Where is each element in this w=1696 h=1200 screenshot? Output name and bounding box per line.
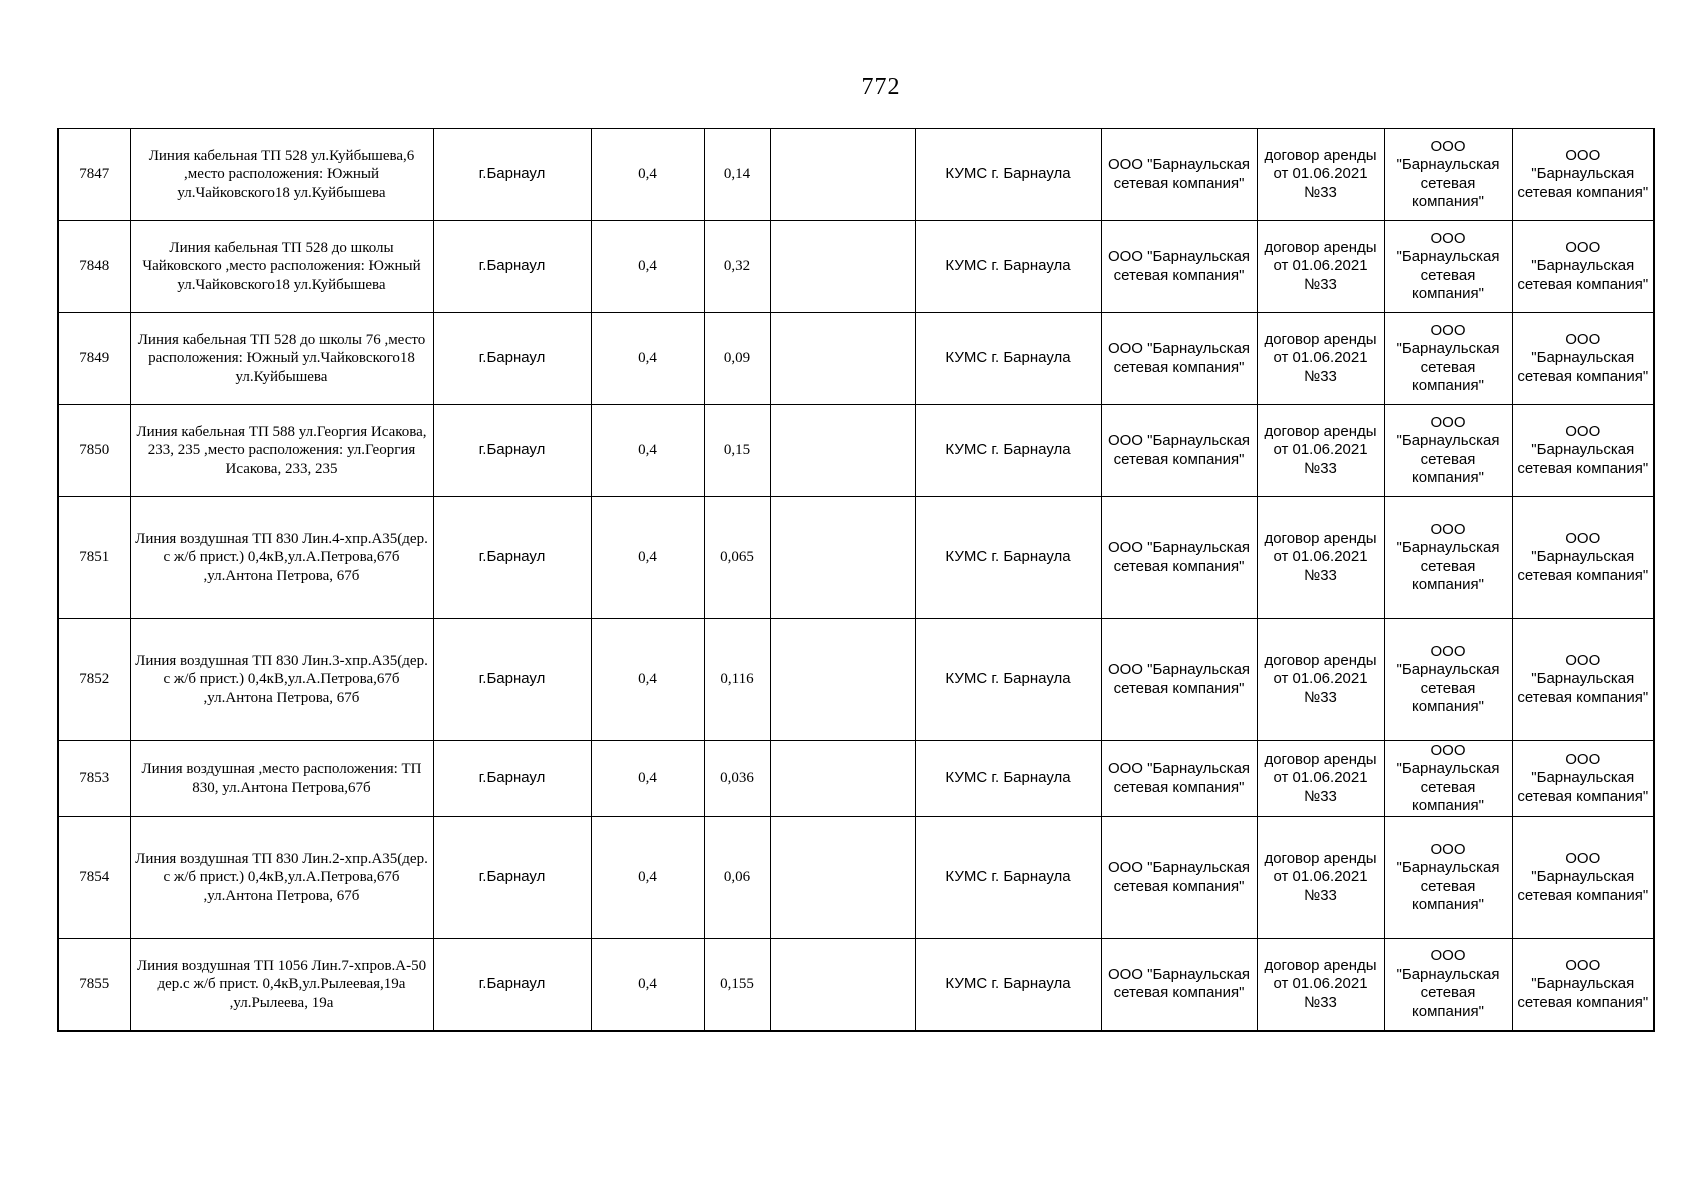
table-row: [58, 939, 1654, 1031]
empty-cell: [770, 313, 915, 405]
object-name: Линия кабельная ТП 588 ул.Георгия Исакова, 233, 235 ,место расположения: ул.Георгия Исакова, 233, 235: [130, 405, 433, 497]
holder-name: ООО "Барнаульская сетевая компания": [1101, 221, 1257, 313]
legal-basis: договор аренды от 01.06.2021 №33: [1257, 313, 1384, 405]
voltage-value: 0,4: [591, 619, 704, 741]
holder-name: ООО "Барнаульская сетевая компания": [1101, 619, 1257, 741]
legal-basis: договор аренды от 01.06.2021 №33: [1257, 129, 1384, 221]
table-row: [58, 817, 1654, 939]
record-number: 7851: [58, 497, 130, 619]
service-org-name: ООО "Барнаульская сетевая компания": [1512, 619, 1654, 741]
holder-name: ООО "Барнаульская сетевая компания": [1101, 497, 1257, 619]
location-city: г.Барнаул: [433, 741, 591, 817]
object-name: Линия кабельная ТП 528 до школы 76 ,место расположения: Южный ул.Чайковского18 ул.Куйбышева: [130, 313, 433, 405]
service-org-name: ООО "Барнаульская сетевая компания": [1512, 741, 1654, 817]
owner-name: КУМС г. Барнаула: [915, 313, 1101, 405]
object-name: Линия кабельная ТП 528 до школы Чайковского ,место расположения: Южный ул.Чайковского18 ул.Куйбышева: [130, 221, 433, 313]
record-number: 7855: [58, 939, 130, 1031]
legal-basis: договор аренды от 01.06.2021 №33: [1257, 405, 1384, 497]
legal-basis: договор аренды от 01.06.2021 №33: [1257, 817, 1384, 939]
operator-name: ООО "Барнаульская сетевая компания": [1384, 221, 1512, 313]
object-name: Линия воздушная ТП 830 Лин.2-хпр.А35(дер. с ж/б прист.) 0,4кВ,ул.А.Петрова,67б ,ул.Антона Петрова, 67б: [130, 817, 433, 939]
location-city: г.Барнаул: [433, 497, 591, 619]
operator-name: ООО "Барнаульская сетевая компания": [1384, 817, 1512, 939]
legal-basis: договор аренды от 01.06.2021 №33: [1257, 741, 1384, 817]
holder-name: ООО "Барнаульская сетевая компания": [1101, 129, 1257, 221]
empty-cell: [770, 221, 915, 313]
location-city: г.Барнаул: [433, 939, 591, 1031]
legal-basis: договор аренды от 01.06.2021 №33: [1257, 221, 1384, 313]
record-number: 7854: [58, 817, 130, 939]
owner-name: КУМС г. Барнаула: [915, 405, 1101, 497]
owner-name: КУМС г. Барнаула: [915, 129, 1101, 221]
record-number: 7852: [58, 619, 130, 741]
table-row: [58, 129, 1654, 221]
table-row: [58, 619, 1654, 741]
service-org-name: ООО "Барнаульская сетевая компания": [1512, 221, 1654, 313]
object-name: Линия воздушная ТП 830 Лин.3-хпр.А35(дер. с ж/б прист.) 0,4кВ,ул.А.Петрова,67б ,ул.Антона Петрова, 67б: [130, 619, 433, 741]
empty-cell: [770, 497, 915, 619]
service-org-name: ООО "Барнаульская сетевая компания": [1512, 313, 1654, 405]
record-number: 7853: [58, 741, 130, 817]
service-org-name: ООО "Барнаульская сетевая компания": [1512, 405, 1654, 497]
voltage-value: 0,4: [591, 129, 704, 221]
legal-basis: договор аренды от 01.06.2021 №33: [1257, 497, 1384, 619]
object-name: Линия воздушная ТП 1056 Лин.7-хпров.А-50 дер.с ж/б прист. 0,4кВ,ул.Рылеевая,19а ,ул.Рылеева, 19а: [130, 939, 433, 1031]
owner-name: КУМС г. Барнаула: [915, 741, 1101, 817]
voltage-value: 0,4: [591, 817, 704, 939]
operator-name: ООО "Барнаульская сетевая компания": [1384, 497, 1512, 619]
length-value: 0,15: [704, 405, 770, 497]
holder-name: ООО "Барнаульская сетевая компания": [1101, 741, 1257, 817]
voltage-value: 0,4: [591, 405, 704, 497]
operator-name: ООО "Барнаульская сетевая компания": [1384, 405, 1512, 497]
object-name: Линия воздушная ,место расположения: ТП 830, ул.Антона Петрова,67б: [130, 741, 433, 817]
object-name: Линия кабельная ТП 528 ул.Куйбышева,6 ,место расположения: Южный ул.Чайковского18 ул.Куйбышева: [130, 129, 433, 221]
empty-cell: [770, 817, 915, 939]
holder-name: ООО "Барнаульская сетевая компания": [1101, 939, 1257, 1031]
table-row: [58, 221, 1654, 313]
empty-cell: [770, 129, 915, 221]
record-number: 7847: [58, 129, 130, 221]
voltage-value: 0,4: [591, 497, 704, 619]
legal-basis: договор аренды от 01.06.2021 №33: [1257, 619, 1384, 741]
voltage-value: 0,4: [591, 741, 704, 817]
owner-name: КУМС г. Барнаула: [915, 221, 1101, 313]
table-row: [58, 313, 1654, 405]
service-org-name: ООО "Барнаульская сетевая компания": [1512, 817, 1654, 939]
owner-name: КУМС г. Барнаула: [915, 497, 1101, 619]
empty-cell: [770, 939, 915, 1031]
holder-name: ООО "Барнаульская сетевая компания": [1101, 817, 1257, 939]
record-number: 7850: [58, 405, 130, 497]
page-number: 772: [861, 74, 901, 100]
length-value: 0,09: [704, 313, 770, 405]
holder-name: ООО "Барнаульская сетевая компания": [1101, 313, 1257, 405]
length-value: 0,32: [704, 221, 770, 313]
owner-name: КУМС г. Барнаула: [915, 817, 1101, 939]
record-number: 7848: [58, 221, 130, 313]
location-city: г.Барнаул: [433, 405, 591, 497]
empty-cell: [770, 741, 915, 817]
table-row: [58, 405, 1654, 497]
record-number: 7849: [58, 313, 130, 405]
legal-basis: договор аренды от 01.06.2021 №33: [1257, 939, 1384, 1031]
length-value: 0,14: [704, 129, 770, 221]
service-org-name: ООО "Барнаульская сетевая компания": [1512, 129, 1654, 221]
object-name: Линия воздушная ТП 830 Лин.4-хпр.А35(дер. с ж/б прист.) 0,4кВ,ул.А.Петрова,67б ,ул.Антона Петрова, 67б: [130, 497, 433, 619]
voltage-value: 0,4: [591, 313, 704, 405]
service-org-name: ООО "Барнаульская сетевая компания": [1512, 939, 1654, 1031]
empty-cell: [770, 619, 915, 741]
length-value: 0,06: [704, 817, 770, 939]
operator-name: ООО "Барнаульская сетевая компания": [1384, 741, 1512, 817]
length-value: 0,155: [704, 939, 770, 1031]
location-city: г.Барнаул: [433, 313, 591, 405]
length-value: 0,065: [704, 497, 770, 619]
table-row: [58, 741, 1654, 817]
location-city: г.Барнаул: [433, 619, 591, 741]
owner-name: КУМС г. Барнаула: [915, 939, 1101, 1031]
owner-name: КУМС г. Барнаула: [915, 619, 1101, 741]
location-city: г.Барнаул: [433, 817, 591, 939]
location-city: г.Барнаул: [433, 129, 591, 221]
voltage-value: 0,4: [591, 939, 704, 1031]
empty-cell: [770, 405, 915, 497]
holder-name: ООО "Барнаульская сетевая компания": [1101, 405, 1257, 497]
operator-name: ООО "Барнаульская сетевая компания": [1384, 129, 1512, 221]
operator-name: ООО "Барнаульская сетевая компания": [1384, 939, 1512, 1031]
registry-table: [57, 128, 1655, 1032]
location-city: г.Барнаул: [433, 221, 591, 313]
table-row: [58, 497, 1654, 619]
service-org-name: ООО "Барнаульская сетевая компания": [1512, 497, 1654, 619]
operator-name: ООО "Барнаульская сетевая компания": [1384, 619, 1512, 741]
voltage-value: 0,4: [591, 221, 704, 313]
operator-name: ООО "Барнаульская сетевая компания": [1384, 313, 1512, 405]
length-value: 0,036: [704, 741, 770, 817]
length-value: 0,116: [704, 619, 770, 741]
